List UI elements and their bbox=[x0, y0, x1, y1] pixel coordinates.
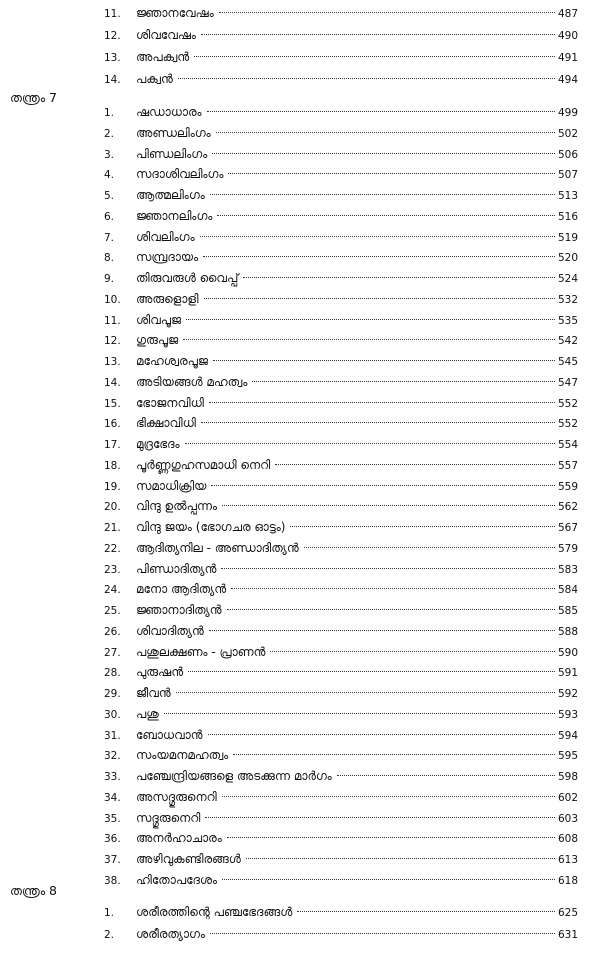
toc-entry bbox=[104, 28, 578, 50]
entry-page-number: 532 bbox=[557, 293, 578, 306]
entry-page-number: 592 bbox=[557, 688, 578, 700]
entry-page-number: 583 bbox=[557, 563, 578, 576]
toc-entry bbox=[104, 458, 578, 480]
entry-number: 12. bbox=[104, 30, 121, 42]
dot-leader bbox=[275, 464, 555, 465]
toc-entry bbox=[104, 790, 578, 812]
entry-title: ജ്ഞാനലിംഗം bbox=[136, 208, 213, 223]
entry-page-number: 513 bbox=[557, 190, 578, 202]
toc-entry bbox=[104, 624, 578, 646]
toc-entry bbox=[104, 105, 578, 127]
entry-number: 11. bbox=[104, 314, 121, 327]
entry-page-number: 552 bbox=[557, 397, 578, 410]
toc-entry bbox=[104, 811, 578, 833]
toc-entry bbox=[104, 437, 578, 459]
entry-page-number: 613 bbox=[557, 854, 578, 866]
entry-page-number: 547 bbox=[557, 376, 578, 389]
entry-page-number: 491 bbox=[557, 52, 578, 64]
toc-entry bbox=[104, 396, 578, 418]
entry-title: മനോ ആദിത്യൻ bbox=[136, 582, 227, 597]
entry-number: 7. bbox=[104, 231, 115, 244]
entry-number: 34. bbox=[104, 791, 121, 804]
entry-title: പുരുഷൻ bbox=[136, 665, 184, 680]
entry-number: 24. bbox=[104, 584, 121, 597]
toc-entry bbox=[104, 873, 578, 895]
entry-number: 2. bbox=[104, 929, 115, 941]
entry-page-number: 519 bbox=[557, 231, 578, 244]
dot-leader bbox=[210, 194, 555, 195]
dot-leader bbox=[304, 547, 555, 548]
entry-number: 21. bbox=[104, 522, 121, 534]
entry-page-number: 593 bbox=[557, 708, 578, 721]
toc-entry bbox=[104, 769, 578, 791]
dot-leader bbox=[297, 911, 555, 912]
entry-number: 3. bbox=[104, 148, 115, 161]
dot-leader bbox=[203, 256, 555, 257]
entry-title: പിണ്ഡാദിത്യൻ bbox=[136, 561, 217, 576]
toc-entry bbox=[104, 230, 578, 252]
dot-leader bbox=[221, 568, 555, 569]
entry-page-number: 603 bbox=[557, 812, 578, 825]
section-heading-8: തന്ത്രം 8 bbox=[10, 883, 57, 898]
entry-title: ശരീരത്യാഗം bbox=[136, 927, 205, 941]
entry-title: സദാശിവലിംഗം bbox=[136, 167, 224, 182]
toc-entry bbox=[104, 541, 578, 563]
entry-number: 8. bbox=[104, 252, 115, 265]
toc-entry bbox=[104, 250, 578, 272]
entry-number: 27. bbox=[104, 646, 121, 659]
dot-leader bbox=[204, 298, 555, 299]
entry-page-number: 559 bbox=[557, 480, 578, 493]
toc-entry bbox=[104, 147, 578, 169]
toc-entry bbox=[104, 562, 578, 584]
dot-leader bbox=[216, 132, 555, 133]
entry-number: 5. bbox=[104, 190, 115, 202]
toc-entry bbox=[104, 50, 578, 72]
toc-entry bbox=[104, 927, 578, 949]
entry-title: ഭോജനവിധി bbox=[136, 395, 204, 410]
entry-page-number: 618 bbox=[557, 874, 578, 887]
dot-leader bbox=[222, 796, 555, 797]
toc-entry bbox=[104, 209, 578, 231]
toc-entry bbox=[104, 188, 578, 210]
entry-title: ജീവൻ bbox=[136, 686, 171, 700]
toc-entry bbox=[104, 603, 578, 625]
entry-number: 12. bbox=[104, 335, 121, 348]
entry-number: 29. bbox=[104, 688, 121, 700]
dot-leader bbox=[164, 713, 555, 714]
dot-leader bbox=[178, 78, 555, 79]
toc-entry bbox=[104, 126, 578, 148]
entry-page-number: 506 bbox=[557, 148, 578, 161]
dot-leader bbox=[228, 173, 554, 174]
toc-entry bbox=[104, 831, 578, 853]
entry-title: ശിവപൂജ bbox=[136, 312, 182, 327]
entry-title: അനർഹാചാരം bbox=[136, 831, 222, 846]
toc-entry bbox=[104, 354, 578, 376]
entry-title: ഭിക്ഷാവിധി bbox=[136, 416, 196, 431]
entry-title: ഷഡാധാരം bbox=[136, 105, 202, 119]
entry-title: പശുലക്ഷണം - പ്രാണൻ bbox=[136, 644, 266, 659]
entry-number: 20. bbox=[104, 501, 121, 514]
entry-number: 28. bbox=[104, 667, 121, 680]
entry-number: 35. bbox=[104, 812, 121, 825]
entry-page-number: 585 bbox=[557, 605, 578, 617]
entry-page-number: 598 bbox=[557, 771, 578, 783]
entry-title: വിന്ദു ജയം (ഭോഗചര ഓട്ടം) bbox=[136, 520, 286, 534]
entry-number: 22. bbox=[104, 542, 121, 555]
entry-page-number: 588 bbox=[557, 625, 578, 638]
entry-title: മുദ്രഭേദം bbox=[136, 437, 180, 451]
entry-title: അരുളൊളി bbox=[136, 291, 199, 306]
entry-title: ആത്മലിംഗം bbox=[136, 188, 205, 202]
toc-entry bbox=[104, 728, 578, 750]
dot-leader bbox=[222, 505, 555, 506]
entry-number: 18. bbox=[104, 459, 121, 472]
entry-title: ശിവാദിത്യൻ bbox=[136, 623, 204, 638]
toc-entry bbox=[104, 313, 578, 335]
entry-page-number: 584 bbox=[557, 584, 578, 597]
dot-leader bbox=[194, 56, 555, 57]
section-heading-7: തന്ത്രം 7 bbox=[10, 90, 57, 105]
dot-leader bbox=[219, 12, 555, 13]
dot-leader bbox=[209, 402, 555, 403]
dot-leader bbox=[183, 339, 555, 340]
entry-page-number: 516 bbox=[557, 210, 578, 223]
entry-page-number: 591 bbox=[557, 667, 578, 680]
dot-leader bbox=[231, 588, 555, 589]
entry-number: 10. bbox=[104, 293, 121, 306]
toc-entry bbox=[104, 333, 578, 355]
entry-page-number: 535 bbox=[557, 314, 578, 327]
dot-leader bbox=[201, 34, 555, 35]
toc-entry bbox=[104, 499, 578, 521]
entry-number: 2. bbox=[104, 127, 115, 140]
entry-number: 23. bbox=[104, 563, 121, 576]
entry-title: ബോധവാൻ bbox=[136, 727, 203, 742]
entry-number: 1. bbox=[104, 107, 115, 119]
toc-entry bbox=[104, 292, 578, 314]
entry-number: 9. bbox=[104, 273, 115, 285]
entry-title: പഞ്ചേന്ദ്രിയങ്ങളെ അടക്കുന്ന മാർഗം bbox=[136, 769, 332, 783]
dot-leader bbox=[211, 485, 555, 486]
dot-leader bbox=[188, 671, 555, 672]
entry-title: സമാധിക്രിയ bbox=[136, 478, 207, 493]
entry-page-number: 490 bbox=[557, 30, 578, 42]
toc-entry bbox=[104, 271, 578, 293]
entry-title: വിന്ദു ഉൽപ്പന്നം bbox=[136, 499, 217, 514]
entry-page-number: 494 bbox=[557, 74, 578, 86]
entry-number: 38. bbox=[104, 874, 121, 887]
entry-number: 31. bbox=[104, 729, 121, 742]
entry-page-number: 502 bbox=[557, 127, 578, 140]
entry-page-number: 545 bbox=[557, 356, 578, 368]
entry-number: 37. bbox=[104, 854, 121, 866]
entry-title: പക്വൻ bbox=[136, 72, 173, 86]
entry-number: 19. bbox=[104, 480, 121, 493]
entry-page-number: 524 bbox=[557, 273, 578, 285]
entry-title: ജ്ഞാനവേഷം bbox=[136, 6, 214, 20]
entry-number: 4. bbox=[104, 169, 115, 182]
dot-leader bbox=[246, 858, 555, 859]
entry-page-number: 562 bbox=[557, 501, 578, 514]
entry-title: അഴിവുകണ്ടിരങ്ങൾ bbox=[136, 852, 241, 866]
dot-leader bbox=[201, 422, 555, 423]
entry-page-number: 552 bbox=[557, 418, 578, 431]
entry-number: 13. bbox=[104, 356, 121, 368]
toc-entry bbox=[104, 416, 578, 438]
entry-title: പശു bbox=[136, 706, 159, 721]
entry-number: 17. bbox=[104, 439, 121, 451]
entry-page-number: 595 bbox=[557, 750, 578, 763]
entry-number: 26. bbox=[104, 625, 121, 638]
dot-leader bbox=[243, 277, 555, 278]
toc-entry bbox=[104, 479, 578, 501]
dot-leader bbox=[186, 319, 555, 320]
dot-leader bbox=[252, 381, 555, 382]
dot-leader bbox=[200, 236, 555, 237]
entry-page-number: 542 bbox=[557, 335, 578, 348]
dot-leader bbox=[212, 153, 555, 154]
entry-page-number: 487 bbox=[557, 8, 578, 20]
entry-number: 1. bbox=[104, 907, 115, 919]
entry-page-number: 631 bbox=[557, 929, 578, 941]
entry-number: 32. bbox=[104, 750, 121, 763]
entry-number: 33. bbox=[104, 771, 121, 783]
entry-title: ഗുരുപൂജ bbox=[136, 333, 179, 348]
dot-leader bbox=[185, 443, 555, 444]
dot-leader bbox=[213, 360, 555, 361]
entry-page-number: 567 bbox=[557, 522, 578, 534]
entry-title: സമ്പ്രദായം bbox=[136, 250, 199, 265]
entry-number: 11. bbox=[104, 8, 121, 20]
entry-title: അസദ്ഗുരുനെറി bbox=[136, 789, 217, 804]
toc-entry bbox=[104, 707, 578, 729]
dot-leader bbox=[227, 609, 555, 610]
dot-leader bbox=[210, 933, 555, 934]
dot-leader bbox=[176, 692, 555, 693]
toc-entry bbox=[104, 748, 578, 770]
entry-page-number: 557 bbox=[557, 459, 578, 472]
toc-entry bbox=[104, 6, 578, 28]
dot-leader bbox=[270, 651, 554, 652]
entry-title: ജ്ഞാനാദിത്യൻ bbox=[136, 603, 222, 617]
entry-title: തിരുവരുൾ വൈപ്പ് bbox=[136, 271, 239, 285]
entry-number: 14. bbox=[104, 74, 121, 86]
dot-leader bbox=[217, 215, 555, 216]
dot-leader bbox=[337, 775, 555, 776]
entry-title: ശിവവേഷം bbox=[136, 28, 196, 42]
entry-number: 30. bbox=[104, 708, 121, 721]
entry-title: അണ്ഡലിംഗം bbox=[136, 125, 211, 140]
entry-title: അപക്വൻ bbox=[136, 50, 190, 64]
entry-title: മഹേശ്വരപൂജ bbox=[136, 354, 208, 368]
entry-page-number: 594 bbox=[557, 729, 578, 742]
entry-title: പിണ്ഡലിംഗം bbox=[136, 146, 208, 161]
entry-number: 16. bbox=[104, 418, 121, 431]
entry-title: ഹിതോപദേശം bbox=[136, 872, 218, 887]
entry-page-number: 507 bbox=[557, 169, 578, 182]
entry-number: 25. bbox=[104, 605, 121, 617]
entry-title: അടിയങ്ങൾ മഹത്വം bbox=[136, 374, 248, 389]
entry-title: പൂർണ്ണഗുഹസമാധി നെറി bbox=[136, 457, 271, 472]
entry-title: ശരീരത്തിന്റെ പഞ്ചഭേദങ്ങൾ bbox=[136, 905, 293, 919]
toc-entry bbox=[104, 852, 578, 874]
dot-leader bbox=[227, 837, 555, 838]
entry-page-number: 499 bbox=[557, 107, 578, 119]
toc-entry bbox=[104, 375, 578, 397]
entry-page-number: 602 bbox=[557, 791, 578, 804]
toc-entry bbox=[104, 686, 578, 708]
toc-entry bbox=[104, 905, 578, 927]
entry-title: ശിവലിംഗം bbox=[136, 229, 195, 244]
entry-title: സദ്ഗുരുനെറി bbox=[136, 810, 201, 825]
toc-entry bbox=[104, 665, 578, 687]
dot-leader bbox=[208, 734, 555, 735]
entry-title: സംയമനമഹത്വം bbox=[136, 748, 229, 763]
dot-leader bbox=[205, 817, 555, 818]
toc-entry bbox=[104, 582, 578, 604]
entry-page-number: 590 bbox=[557, 646, 578, 659]
entry-number: 15. bbox=[104, 397, 121, 410]
dot-leader bbox=[233, 754, 555, 755]
entry-page-number: 608 bbox=[557, 833, 578, 846]
entry-number: 36. bbox=[104, 833, 121, 846]
entry-number: 13. bbox=[104, 52, 121, 64]
entry-page-number: 579 bbox=[557, 542, 578, 555]
dot-leader bbox=[290, 526, 555, 527]
entry-page-number: 625 bbox=[557, 907, 578, 919]
dot-leader bbox=[207, 111, 555, 112]
entry-page-number: 520 bbox=[557, 252, 578, 265]
toc-entry bbox=[104, 520, 578, 542]
dot-leader bbox=[222, 879, 555, 880]
toc-entry bbox=[104, 645, 578, 667]
toc-entry bbox=[104, 72, 578, 94]
entry-page-number: 554 bbox=[557, 439, 578, 451]
entry-number: 14. bbox=[104, 376, 121, 389]
entry-title: ആദിത്യനില - അണ്ഡാദിത്യൻ bbox=[136, 540, 299, 555]
toc-entry bbox=[104, 167, 578, 189]
entry-number: 6. bbox=[104, 210, 115, 223]
dot-leader bbox=[209, 630, 555, 631]
